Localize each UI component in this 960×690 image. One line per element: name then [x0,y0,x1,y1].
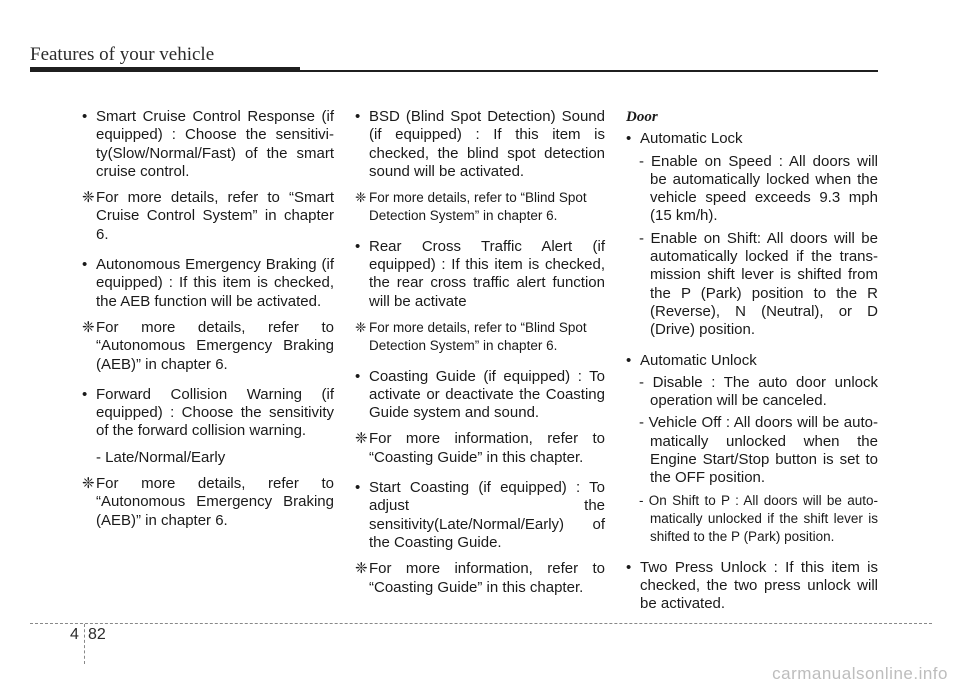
aeb-text: Autonomous Emergency Braking (if equipped) : If this item is checked, the AEB function will be activated. [96,256,334,310]
smart-cruise-response-item [82,108,334,181]
bsd-note-text: For more details, refer to “Blind Spot Detection System” in chapter 6. [369,190,587,224]
door-section-title: Door [626,109,658,125]
start-coasting-text: Start Coasting (if equipped) : To adjust the sensitivity(Late/Normal/Early) of the Coasting Guide. [369,479,605,551]
bullet: • [355,479,361,497]
smart-cruise-note [82,189,334,244]
bsd-sound-item [355,108,605,181]
bullet: • [355,367,361,385]
note-symbol: ❈ [82,475,95,493]
bullet: • [82,108,88,125]
unlock-disable: - Disable : The auto door unlock operation will be canceled. [639,373,878,410]
watermark: carmanualsonline.info [772,664,948,683]
fcw-note-text: For more details, refer to “Autonomous Emergency Braking (AEB)” in chapter 6. [96,475,334,529]
smart-cruise-note-text: For more details, refer to “Smart Cruise Control System” in chapter 6. [96,189,334,243]
note-symbol: ❈ [355,190,367,206]
lock-enable-on-shift: - Enable on Shift: All doors will be automatically locked if the trans-mission shift lever is shifted from the P (Park) position to the R (Reverse), N (Neutral), or D (Drive) position. [639,229,878,339]
rcta-item [355,238,605,311]
unlock-vehicle-off: - Vehicle Off : All doors will be auto-matically unlocked when the Engine Start/Stop button is set to the OFF position. [639,414,878,487]
automatic-lock-item [626,130,878,148]
page-number: 82 [88,626,106,643]
bullet: • [82,385,88,403]
bullet: • [626,351,632,369]
coasting-guide-item [355,368,605,423]
aeb-item [82,256,334,311]
note-symbol: ❈ [355,319,367,335]
header-rule-thin [300,70,878,72]
rcta-text: Rear Cross Traffic Alert (if equipped) : If this item is checked, the rear cross traffic alert function will be activate [369,237,605,310]
bullet: • [626,130,632,148]
column-2 [355,108,605,597]
fcw-text: Forward Collision Warning (if equipped) : Choose the sensitivity of the forward collision warning. [96,385,334,440]
bullet: • [626,558,632,576]
page-header-title: Features of your vehicle [30,44,215,65]
lock-enable-on-speed: - Enable on Speed : All doors will be automatically locked when the vehicle speed exceeds 9.3 mph (15 km/h). [639,152,878,225]
note-symbol: ❈ [82,318,95,336]
aeb-note-text: For more details, refer to “Autonomous Emergency Braking (AEB)” in chapter 6. [96,318,334,373]
header-rule-thick [30,67,300,72]
bullet: • [355,237,361,255]
note-symbol: ❈ [82,189,95,207]
footer-dashed-rule [30,623,932,624]
smart-cruise-response-text: Smart Cruise Control Response (if equipped) : Choose the sensitivi-ty(Slow/Normal/Fast) of the smart cruise control. [96,108,334,180]
coasting-guide-note-text: For more information, refer to “Coasting Guide” in this chapter. [369,430,605,466]
chapter-number: 4 [70,626,79,643]
fcw-options: - Late/Normal/Early [96,448,226,466]
coasting-guide-note [355,430,605,467]
rcta-note-text: For more details, refer to “Blind Spot Detection System” in chapter 6. [369,319,587,354]
footer-dashed-divider [84,624,85,664]
bsd-note [355,189,605,226]
unlock-on-shift-to-p: - On Shift to P : All doors will be auto-matically unlocked if the shift lever is shifted to the P (Park) position. [639,492,878,545]
column-1 [82,108,334,530]
start-coasting-item [355,479,605,552]
bsd-sound-text: BSD (Blind Spot Detection) Sound (if equipped) : If this item is checked, the blind spot detection sound will be activated. [369,108,605,180]
note-symbol: ❈ [355,430,368,448]
fcw-item [82,386,334,441]
start-coasting-note-text: For more information, refer to “Coasting Guide” in this chapter. [369,560,605,596]
bullet: • [355,108,361,125]
aeb-note [82,319,334,374]
coasting-guide-text: Coasting Guide (if equipped) : To activate or deactivate the Coasting Guide system and sound. [369,367,605,422]
column-3 [626,108,878,613]
bullet: • [82,256,88,274]
fcw-note [82,475,334,530]
two-press-unlock-item [626,559,878,614]
automatic-unlock-label: Automatic Unlock [640,351,757,369]
note-symbol: ❈ [355,560,368,578]
automatic-unlock-item [626,352,878,370]
automatic-lock-label: Automatic Lock [640,130,743,148]
start-coasting-note [355,560,605,597]
two-press-unlock-text: Two Press Unlock : If this item is checked, the two press unlock will be activated. [640,558,878,613]
rcta-note [355,319,605,356]
